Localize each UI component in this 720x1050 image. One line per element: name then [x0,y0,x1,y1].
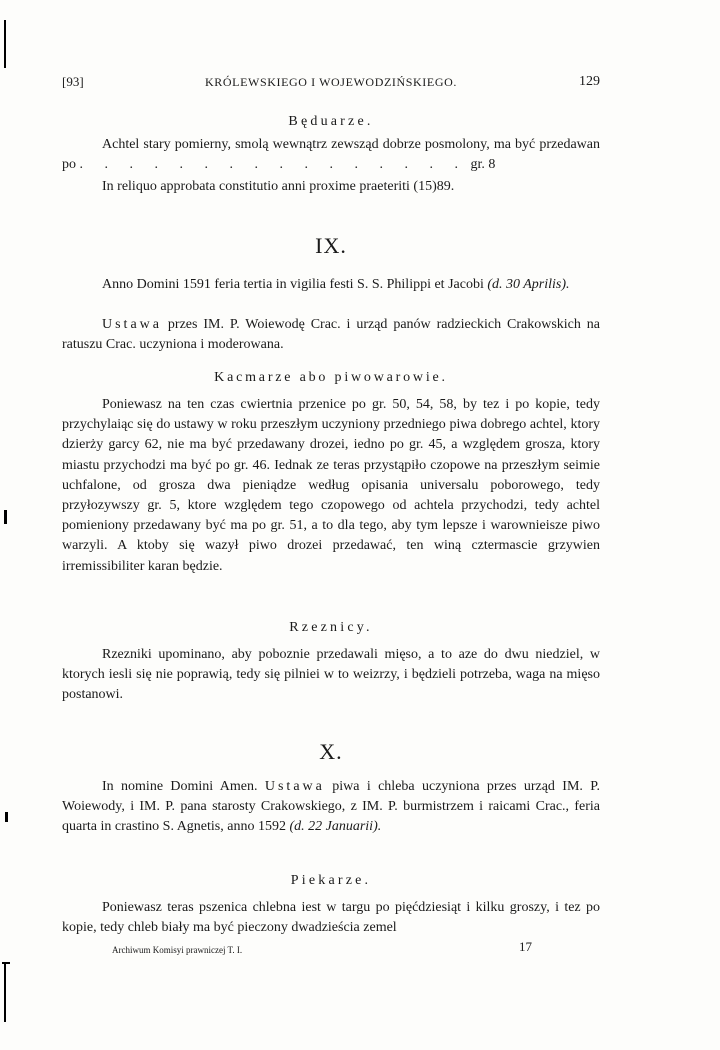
scan-margin-mark [5,812,8,822]
heading-bednarze: Będuarze. [288,114,374,129]
signature-mark: 17 [519,939,532,954]
heading-kacmarze: Kacmarze abo piwowarowie. [214,370,448,385]
scan-margin-mark [4,962,6,1022]
paragraph-text: Poniewasz teras pszenica chlebna iest w targu po pięćdziesiąt i kilku groszy, i tez po kopie, tedy chleb biały ma być pieczony dwadzieścia zemel [62,900,600,936]
page-number: 129 [579,74,600,89]
leader-dots: . . . . . . . . . . . . . . . . [79,157,467,173]
paragraph-kacmarze [62,395,600,577]
scan-margin-mark [4,20,6,68]
paragraph-text: Anno Domini 1591 feria tertia in vigilia festi S. S. Philippi et Jacobi [102,277,488,292]
paragraph-text: In reliquo approbata constitutio anni proxime praeteriti (15)89. [102,179,455,194]
scan-margin-mark [4,510,7,524]
paragraph-x [62,777,600,838]
paragraph-text: Achtel stary pomierny, smolą wewnątrz zewsząd dobrze posmolony, ma być przedawan po [62,137,600,173]
price: gr. 8 [470,157,496,173]
header-bracket-number: [93] [62,74,84,89]
paragraph-bednarze-price [62,135,600,175]
date-italic: (d. 30 Aprilis). [487,277,570,292]
spaced-word: Ustawa [102,317,162,332]
paragraph-text: Rzezniki upominano, aby poboznie przedawali mięso, a to aze do dwu niedziel, w ktorych iesli się nie poprawią, tedy się pilniei w to weizrzy, i będzieli potrzeba, waga na mięso postanowi. [62,647,600,703]
heading-rzeznicy: Rzeznicy. [289,620,373,635]
header-title: KRÓLEWSKIEGO I WOJEWODZIŃSKIEGO. [205,75,457,89]
footer-source: Archiwum Komisyi prawniczej T. I. [112,945,243,955]
section-numeral-ix: IX. [315,233,347,258]
paragraph-text: In nomine Domini Amen. [102,779,265,794]
paragraph-text: przes IM. P. Woiewodę Crac. i urząd panów radzieckich Crakowskich na ratuszu Crac. uczyniona i moderowana. [62,317,600,353]
paragraph-ix-date [62,275,600,295]
running-header [62,74,600,94]
paragraph-bednarze-reliquo [62,177,600,197]
paragraph-text: piwa i chleba uczyniona przes urząd IM. P. Woiewody, i IM. P. pana starosty Crakowskiego, z IM. P. burmistrzem i raicami Crac., feria quarta in crastino S. Agnetis, anno 1592 [62,779,600,835]
footer [112,939,532,961]
paragraph-text: Poniewasz na ten czas cwiertnia przenice po gr. 50, 54, 58, by tez i po kopie, tedy przychylaiąc się do ustawy w roku przeszłym uczyniony przedniego piwa dobrego achtel, ktory dzierży garcy 62, nie ma być przedawany drozei, iedno po gr. 45, a względem grosza, ktory miastu przychodzi ma być po gr. 46. Iednak ze teras przystąpiło czopowe na przeszłym seimie uchfalone, od grosza dwa pieniądze według opisania universalu poborowego, tedy przyłozywszy gr. 5, ktore względem tego czopowego od achtela przychodzi, tedy achtel pomieniony przedawany być ma po gr. 51, a to dla tego, aby tym lepsze i warownieisze piwo warzyli. A ktoby się wazył piwo drozei przedawać, ten winą cztermascie grzywien irremissibiliter karan będzie. [62,397,600,574]
paragraph-ix-ustawa [62,315,600,355]
heading-piekarze: Piekarze. [290,873,372,888]
paragraph-piekarze [62,898,600,938]
date-italic: (d. 22 Januarii). [289,819,382,835]
section-numeral-x: X. [319,739,343,764]
spaced-word: Ustawa [264,779,325,794]
paragraph-rzeznicy [62,645,600,706]
